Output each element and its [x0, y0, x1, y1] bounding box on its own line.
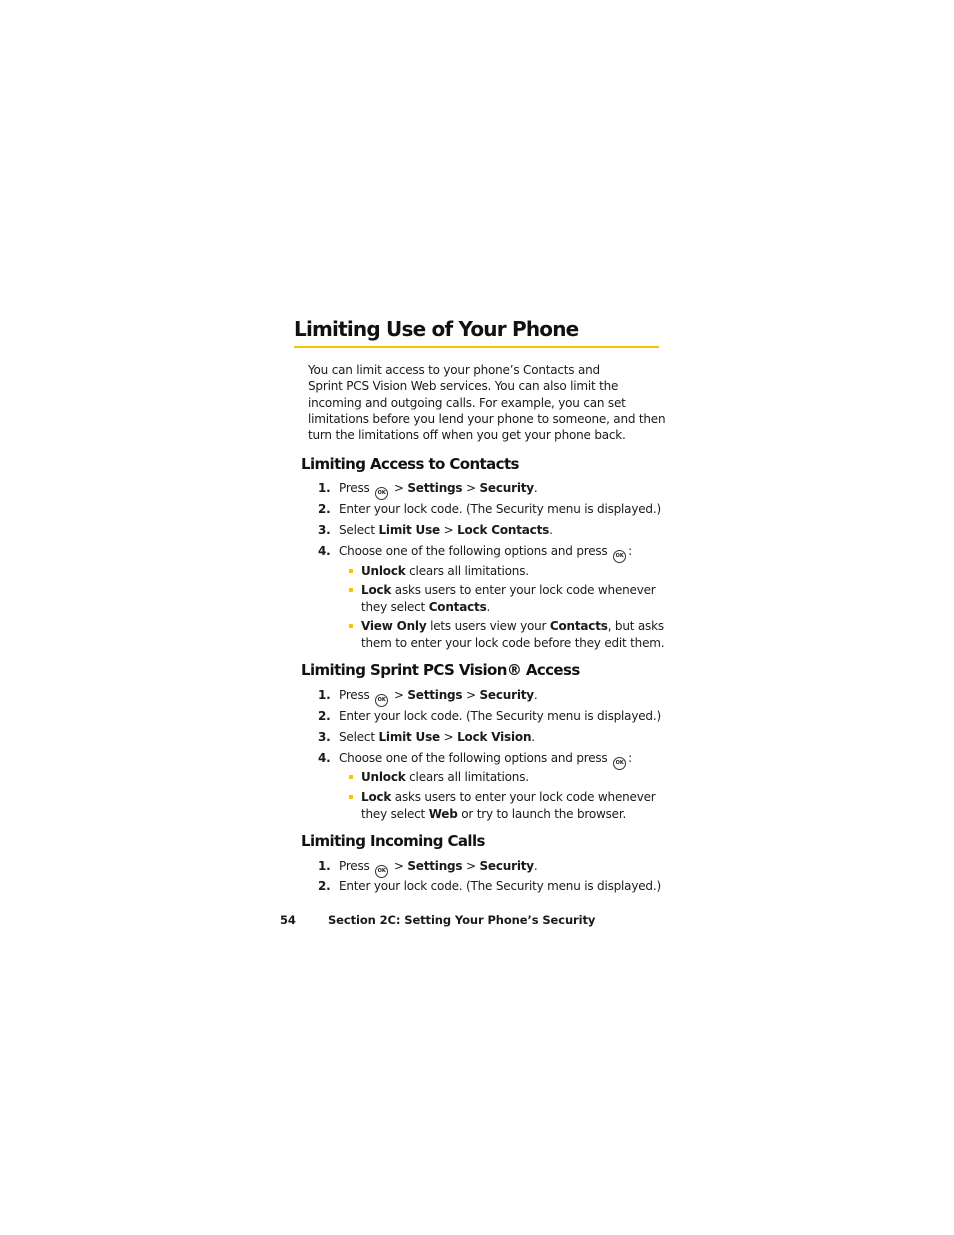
step-item: 3. Select Limit Use > Lock Contacts.	[318, 523, 553, 537]
step-item: 3. Select Limit Use > Lock Vision.	[318, 730, 535, 744]
ok-key-icon: OK	[375, 865, 388, 878]
step-item: 4. Choose one of the following options and press OK :	[318, 750, 632, 770]
section-heading-vision: Limiting Sprint PCS Vision® Access	[301, 661, 580, 679]
step-number: 3.	[318, 730, 331, 744]
section-footer: Section 2C: Setting Your Phone’s Security	[328, 913, 596, 927]
bullet-icon	[349, 795, 353, 799]
bullet-icon	[349, 624, 353, 628]
step-number: 3.	[318, 523, 331, 537]
section-heading-contacts: Limiting Access to Contacts	[301, 455, 519, 473]
intro-line: You can limit access to your phone’s Contacts and	[308, 363, 600, 377]
step-number: 1.	[318, 481, 331, 495]
step-item: 1. Press OK > Settings > Security.	[318, 480, 538, 500]
bullet-icon	[349, 775, 353, 779]
option-item: Lock asks users to enter your lock code whenever they select Contacts.	[349, 582, 656, 615]
bullet-icon	[349, 588, 353, 592]
step-item: 4. Choose one of the following options and press OK :	[318, 543, 632, 563]
page-number: 54	[280, 913, 296, 927]
step-item: 2. Enter your lock code. (The Security menu is displayed.)	[318, 879, 661, 893]
ok-key-icon: OK	[375, 487, 388, 500]
section-heading-incoming-calls: Limiting Incoming Calls	[301, 832, 485, 850]
step-number: 1.	[318, 859, 331, 873]
page-title: Limiting Use of Your Phone	[294, 316, 659, 348]
intro-line: Sprint PCS Vision Web services. You can also limit the	[308, 379, 619, 394]
step-number: 1.	[318, 688, 331, 702]
intro-line: limitations before you lend your phone to someone, and then	[308, 411, 666, 426]
step-number: 2.	[318, 879, 331, 893]
intro-line: incoming and outgoing calls. For example, you can set	[308, 395, 626, 410]
intro-line: turn the limitations off when you get your phone back.	[308, 428, 626, 443]
bullet-icon	[349, 569, 353, 573]
step-item: 1. Press OK > Settings > Security.	[318, 687, 538, 707]
option-item: View Only lets users view your Contacts, but asks them to enter your lock code before they edit them.	[349, 618, 664, 651]
step-number: 2.	[318, 709, 331, 723]
ok-key-icon: OK	[375, 694, 388, 707]
option-item: Lock asks users to enter your lock code whenever they select Web or try to launch the browser.	[349, 789, 656, 822]
step-item: 2. Enter your lock code. (The Security menu is displayed.)	[318, 709, 661, 723]
ok-key-icon: OK	[613, 550, 626, 563]
step-item: 2. Enter your lock code. (The Security menu is displayed.)	[318, 502, 661, 516]
step-item: 1. Press OK > Settings > Security.	[318, 858, 538, 878]
step-number: 4.	[318, 544, 331, 558]
intro-paragraph	[308, 362, 666, 443]
option-item: Unlock clears all limitations.	[349, 769, 529, 786]
option-item: Unlock clears all limitations.	[349, 563, 529, 580]
step-number: 4.	[318, 751, 331, 765]
ok-key-icon: OK	[613, 757, 626, 770]
step-number: 2.	[318, 502, 331, 516]
